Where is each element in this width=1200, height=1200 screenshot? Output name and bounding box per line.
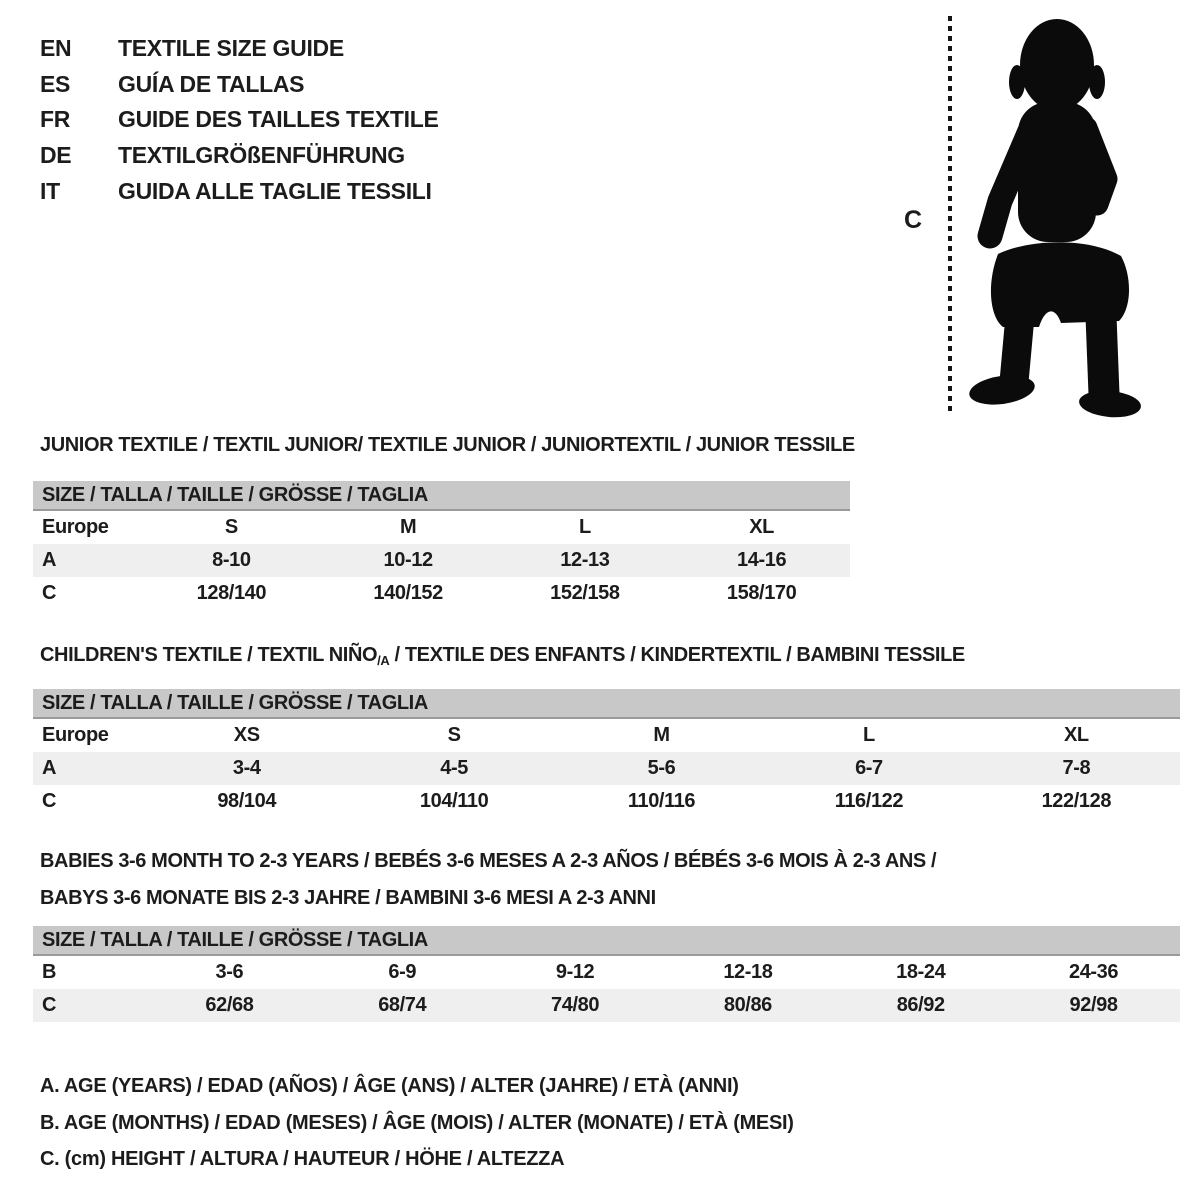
babies-size-table <box>33 926 1180 1022</box>
age-cell: 12-18 <box>723 961 773 983</box>
height-cell: 68/74 <box>378 994 427 1016</box>
language-code: FR <box>40 106 71 133</box>
size-cell: S <box>447 724 461 746</box>
height-cm-row <box>33 989 1180 1022</box>
height-cell: 140/152 <box>373 582 443 604</box>
height-cell: 122/128 <box>1041 790 1112 812</box>
size-cell: M <box>399 516 417 538</box>
size-header-bar: SIZE / TALLA / TAILLE / GRÖSSE / TAGLIA <box>33 689 1180 719</box>
age-cell: 24-36 <box>1068 961 1119 983</box>
height-measure-label: C <box>904 206 923 234</box>
size-cell: L <box>863 724 875 746</box>
language-row-de <box>40 138 439 174</box>
language-code: ES <box>40 70 71 97</box>
children-title-part: CHILDREN'S TEXTILE / TEXTIL NIÑO <box>40 644 378 666</box>
height-cell: 152/158 <box>550 582 620 604</box>
size-header-bar: SIZE / TALLA / TAILLE / GRÖSSE / TAGLIA <box>33 481 850 511</box>
junior-section-title: JUNIOR TEXTILE / TEXTIL JUNIOR/ TEXTILE JUNIOR / JUNIORTEXTIL / JUNIOR TESSILE <box>40 434 855 456</box>
age-cell: 9-12 <box>555 961 595 983</box>
language-row-fr <box>40 102 439 138</box>
height-cell: 158/170 <box>726 582 797 604</box>
language-code: EN <box>40 35 72 62</box>
junior-size-table <box>33 481 850 610</box>
legend-line-age-years: A. AGE (YEARS) / EDAD (AÑOS) / ÂGE (ANS) / ALTER (JAHRE) / ETÀ (ANNI) <box>40 1075 739 1097</box>
age-months-row <box>33 956 1180 989</box>
age-cell: 8-10 <box>212 549 251 571</box>
language-list <box>40 31 439 209</box>
language-code: DE <box>40 142 72 169</box>
size-row <box>33 511 850 544</box>
size-cell: L <box>578 516 591 538</box>
height-cm-row <box>33 785 1180 818</box>
age-cell: 10-12 <box>383 549 433 571</box>
height-cell: 128/140 <box>196 582 267 604</box>
row-label: B <box>42 961 57 983</box>
children-title-subscript: /A <box>377 653 390 668</box>
age-cell: 6-7 <box>855 757 883 779</box>
measurement-legend <box>40 1068 794 1178</box>
age-cell: 3-6 <box>215 961 244 983</box>
row-label: A <box>42 549 57 571</box>
age-cell: 6-9 <box>388 961 417 983</box>
guide-title: GUIDA ALLE TAGLIE TESSILI <box>118 177 432 204</box>
height-cell: 104/110 <box>419 790 489 812</box>
height-cm-row <box>33 577 850 610</box>
toddler-silhouette-icon <box>960 14 1152 422</box>
children-size-table <box>33 689 1180 818</box>
height-cell: 86/92 <box>896 994 945 1016</box>
age-years-row <box>33 752 1180 785</box>
height-cell: 116/122 <box>834 790 904 812</box>
babies-section-title <box>40 843 936 917</box>
age-cell: 5-6 <box>647 757 676 779</box>
height-cell: 74/80 <box>551 994 600 1016</box>
row-label: C <box>42 994 57 1016</box>
height-cell: 92/98 <box>1069 994 1118 1016</box>
region-label: Europe <box>42 516 109 538</box>
toddler-silhouette-shape <box>967 19 1142 420</box>
row-label: A <box>42 757 57 779</box>
language-row-es <box>40 67 439 103</box>
size-row <box>33 719 1180 752</box>
language-row-en <box>40 31 439 67</box>
age-cell: 3-4 <box>232 757 261 779</box>
guide-title: TEXTILGRÖßENFÜHRUNG <box>118 142 405 169</box>
age-years-row <box>33 544 850 577</box>
guide-title: TEXTILE SIZE GUIDE <box>118 35 344 62</box>
size-cell: XS <box>233 724 260 746</box>
height-cell: 62/68 <box>205 994 254 1016</box>
age-cell: 4-5 <box>440 757 468 779</box>
region-label: Europe <box>42 724 109 746</box>
babies-title-line2: BABYS 3-6 MONATE BIS 2-3 JAHRE / BAMBINI 3-6 MESI A 2-3 ANNI <box>40 887 656 909</box>
size-cell: S <box>224 516 238 538</box>
babies-title-line1: BABIES 3-6 MONTH TO 2-3 YEARS / BEBÉS 3-6 MESES A 2-3 AÑOS / BÉBÉS 3-6 MOIS À 2-3 ANS / <box>40 850 937 872</box>
height-cell: 80/86 <box>723 994 772 1016</box>
size-header-bar: SIZE / TALLA / TAILLE / GRÖSSE / TAGLIA <box>33 926 1180 956</box>
row-label: C <box>42 790 57 812</box>
age-cell: 18-24 <box>896 961 946 983</box>
size-cell: XL <box>1063 724 1089 746</box>
legend-line-age-months: B. AGE (MONTHS) / EDAD (MESES) / ÂGE (MOIS) / ALTER (MONATE) / ETÀ (MESI) <box>40 1111 794 1134</box>
height-cell: 110/116 <box>627 790 696 812</box>
size-cell: M <box>653 724 670 746</box>
guide-title: GUÍA DE TALLAS <box>118 70 305 97</box>
children-title-part: / TEXTILE DES ENFANTS / KINDERTEXTIL / BAMBINI TESSILE <box>389 644 965 666</box>
row-label: C <box>42 582 57 604</box>
age-cell: 12-13 <box>560 549 610 571</box>
legend-line-height-cm: C. (cm) HEIGHT / ALTURA / HAUTEUR / HÖHE / ALTEZZA <box>40 1148 565 1170</box>
size-cell: XL <box>749 516 774 538</box>
height-measure-dashed-line <box>948 16 952 416</box>
age-cell: 7-8 <box>1062 757 1091 779</box>
age-cell: 14-16 <box>737 549 787 571</box>
language-row-it <box>40 173 439 209</box>
children-section-title <box>40 644 965 668</box>
height-cell: 98/104 <box>217 790 277 812</box>
guide-title: GUIDE DES TAILLES TEXTILE <box>118 106 439 133</box>
language-code: IT <box>40 177 60 204</box>
